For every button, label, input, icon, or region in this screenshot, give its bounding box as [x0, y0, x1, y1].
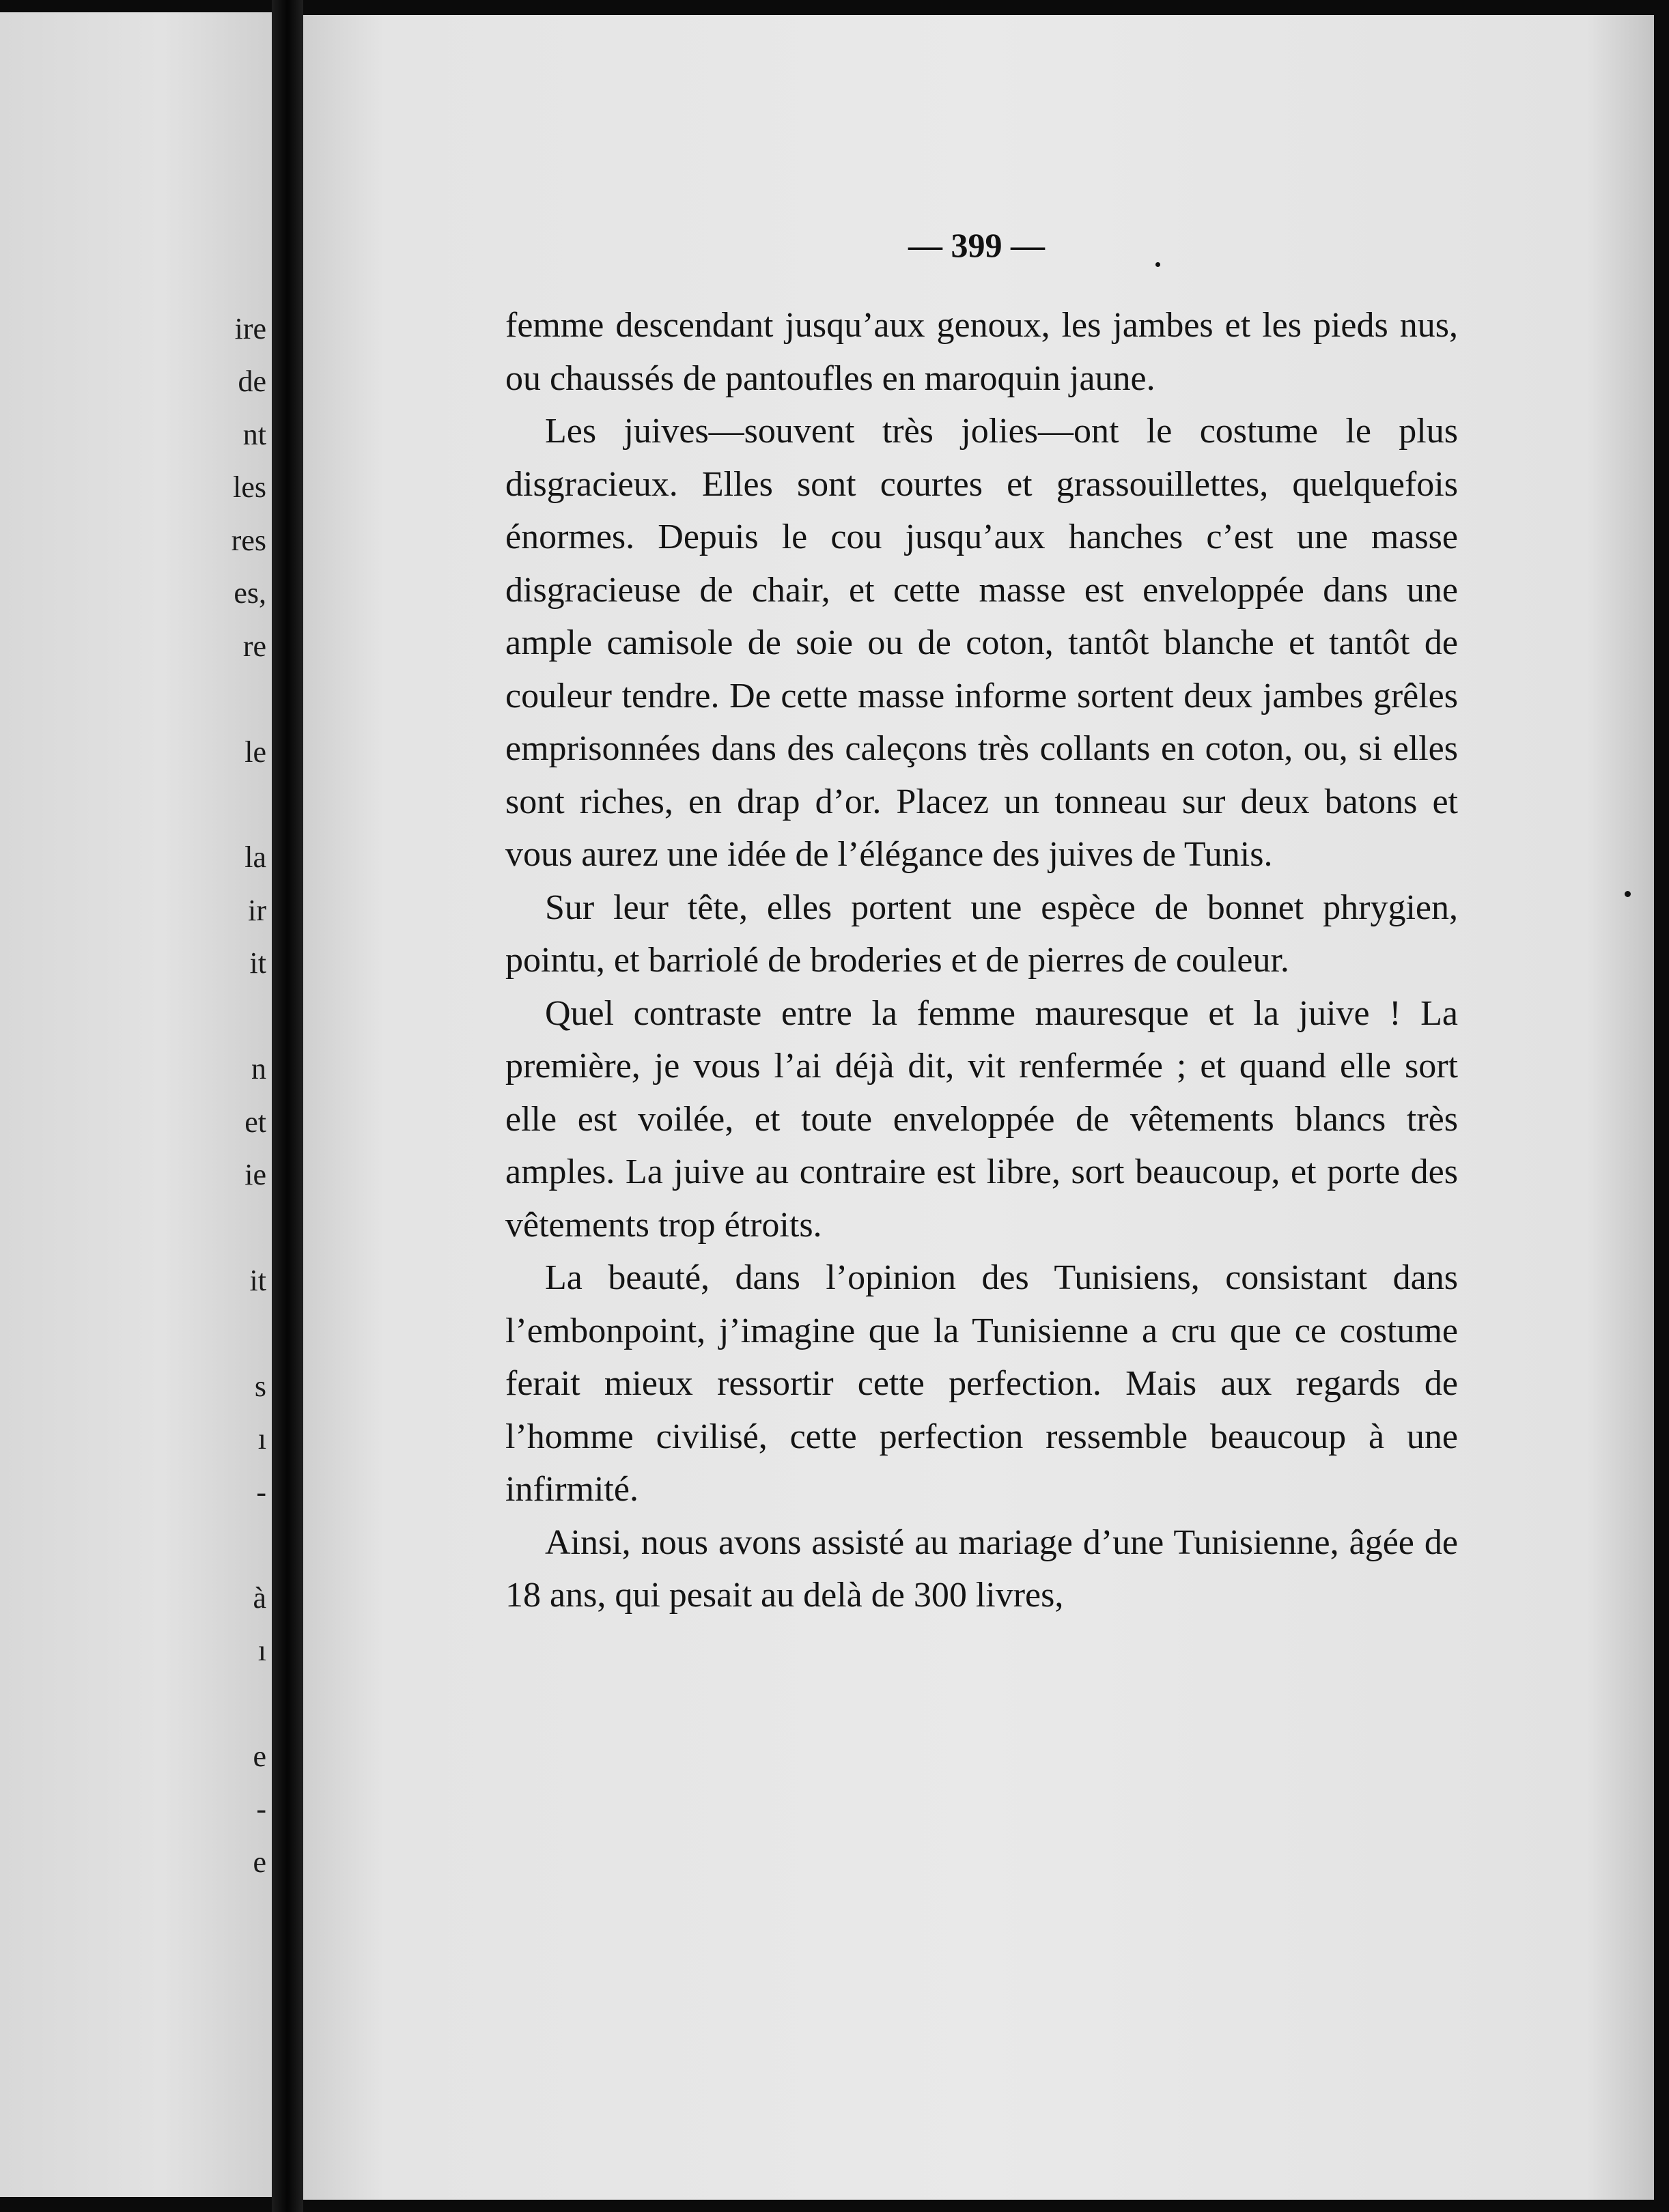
- left-fragment: -: [256, 1475, 266, 1509]
- left-fragment: e: [253, 1845, 266, 1879]
- left-fragment: -: [256, 1792, 266, 1826]
- left-fragment: re: [242, 629, 266, 663]
- left-fragment: e: [253, 1740, 266, 1773]
- paragraph: La beauté, dans l’opinion des Tunisiens, consistant dans l’embonpoint, j’imagine que la Tunisienne a cru que ce costume ferait mieux ressortir cette perfection. Mais aux regards de l’homme civilisé, cette perfection ressemble beaucoup à une infirmité.: [505, 1258, 1458, 1509]
- left-fragment: les: [233, 470, 266, 504]
- left-page: [0, 12, 272, 2197]
- paragraph: Sur leur tête, elles portent une espèce de bonnet phrygien, pointu, et barriolé de broderies et de pierres de couleur.: [505, 888, 1458, 980]
- left-fragment: à: [253, 1581, 266, 1615]
- paragraph: Quel contraste entre la femme mauresque et la juive ! La première, je vous l’ai déjà dit, vit renfermée ; et quand elle sort elle est voilée, et toute enveloppée de vêtements blancs très amples. La juive au contraire est libre, sort beaucoup, et porte des vêtements trop étroits.: [505, 993, 1458, 1245]
- left-fragment: s: [254, 1370, 266, 1403]
- left-fragment: de: [238, 365, 266, 398]
- left-fragment: ı: [257, 1422, 266, 1456]
- left-fragment: res: [231, 524, 266, 557]
- left-page-text-fragments: [0, 12, 272, 2197]
- page-number: — 399 —: [908, 226, 1045, 264]
- left-fragment: it: [249, 1264, 266, 1297]
- left-fragment: ı: [257, 1634, 266, 1667]
- paragraph: femme descendant jusqu’aux genoux, les jambes et les pieds nus, ou chaussés de pantoufles en maroquin jaune.: [505, 306, 1458, 398]
- left-fragment: n: [251, 1052, 266, 1086]
- body-text: [505, 299, 1458, 1622]
- left-fragment: et: [244, 1105, 266, 1139]
- left-fragment: le: [244, 735, 266, 769]
- ink-speck: [1155, 262, 1160, 267]
- left-fragment: ie: [244, 1158, 266, 1191]
- left-fragment: es,: [234, 576, 266, 610]
- paragraph: Ainsi, nous avons assisté au mariage d’une Tunisienne, âgée de 18 ans, qui pesait au delà de 300 livres,: [505, 1522, 1458, 1615]
- left-fragment: nt: [242, 418, 266, 451]
- left-fragment: ire: [234, 312, 266, 345]
- left-fragment: it: [249, 946, 266, 980]
- left-fragment: la: [244, 840, 266, 874]
- ink-speck: [1625, 891, 1631, 897]
- paragraph: Les juives—souvent très jolies—ont le costume le plus disgracieux. Elles sont courtes et grassouillettes, quelquefois énormes. Depuis le cou jusqu’aux hanches c’est une masse disgracieuse de chair, et cette masse est enveloppée dans une ample camisole de soie ou de coton, tantôt blanche et tantôt de couleur tendre. De cette masse informe sortent deux jambes grêles emprisonnées dans des caleçons très collants en coton, ou, si elles sont riches, en drap d’or. Placez un tonneau sur deux batons et vous aurez une idée de l’élégance des juives de Tunis.: [505, 412, 1458, 874]
- left-fragment: ir: [248, 894, 266, 927]
- book-gutter: [272, 0, 303, 2212]
